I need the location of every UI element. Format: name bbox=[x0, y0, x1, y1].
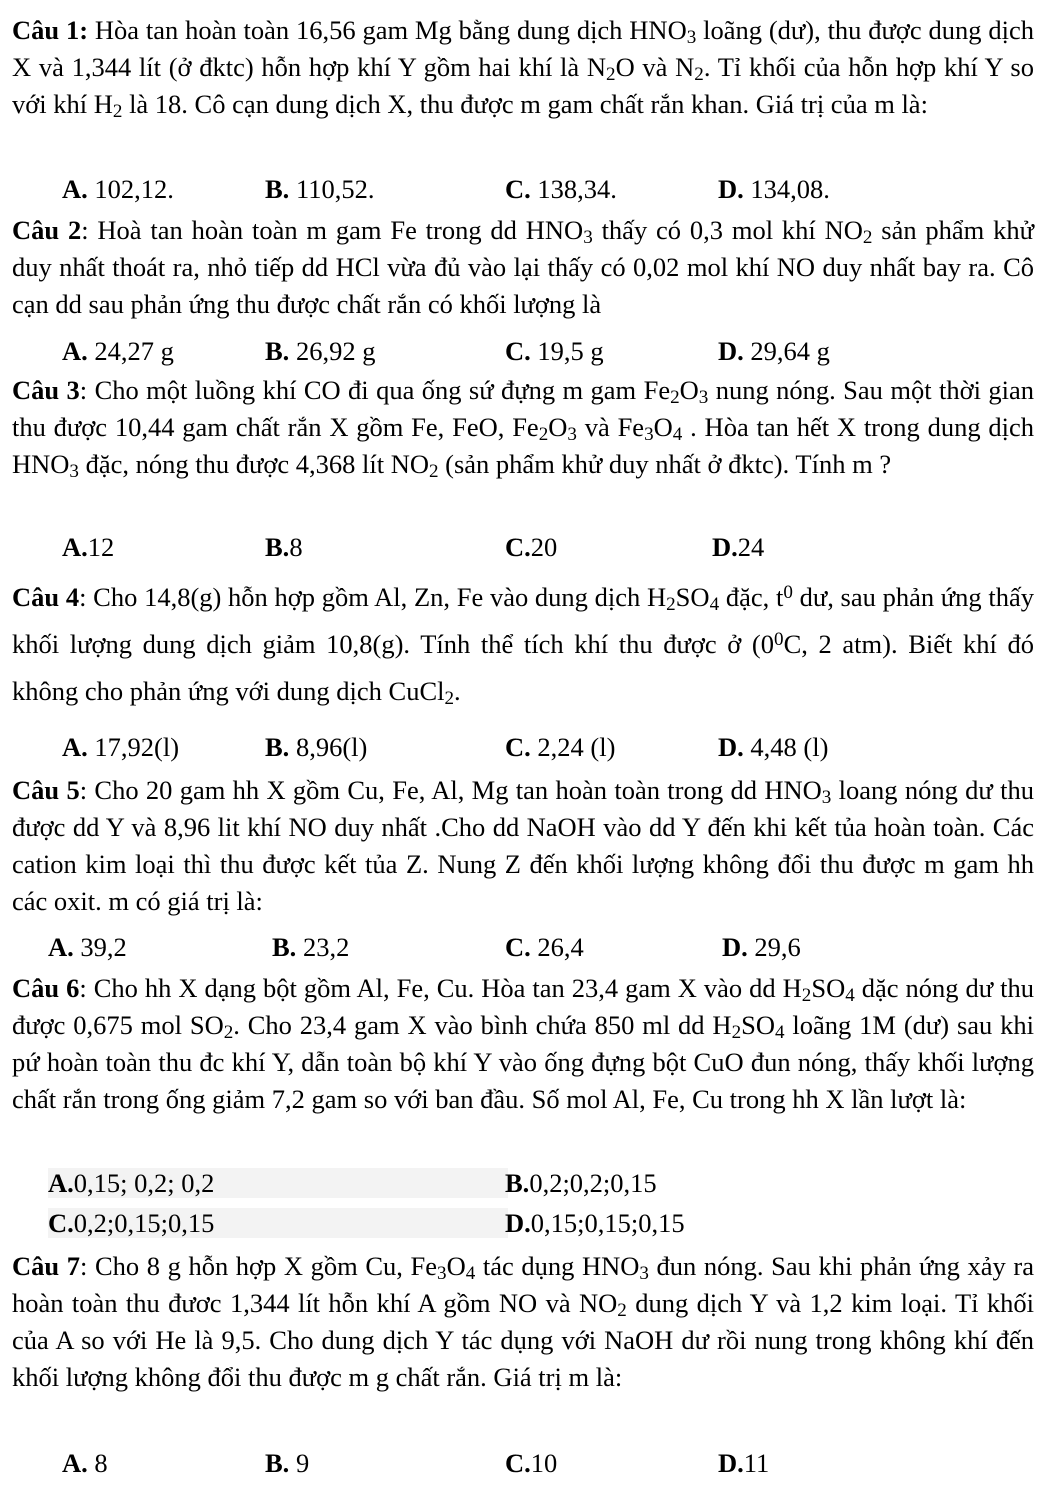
question-text-part: O bbox=[653, 412, 673, 442]
question-label: Câu 4 bbox=[12, 582, 80, 612]
option-d: D.11 bbox=[718, 1448, 770, 1478]
option-a: A.0,15; 0,2; 0,2 bbox=[48, 1168, 508, 1198]
question-text-part: O bbox=[548, 412, 568, 442]
question-label: Câu 7 bbox=[12, 1251, 80, 1281]
option-b: B. 23,2 bbox=[272, 932, 350, 962]
option-d: D.0,15;0,15;0,15 bbox=[505, 1208, 685, 1238]
option-c: C.10 bbox=[505, 1448, 558, 1478]
question-label: Câu 1: bbox=[12, 15, 89, 45]
question-text-part: C, 2 atm). Biết khí đó không cho phản ứng với dung dịch CuCl bbox=[12, 629, 1035, 706]
question-text-part: SO bbox=[675, 582, 710, 612]
question-text bbox=[12, 1251, 1034, 1392]
question-text-part: 3 bbox=[567, 424, 577, 446]
question-text-part: : Cho một luồng khí CO đi qua ống sứ đựng m gam Fe bbox=[79, 375, 671, 405]
question-text-part: 2 bbox=[444, 688, 455, 710]
option-a: A. 102,12. bbox=[62, 174, 174, 204]
option-d: D. 29,6 bbox=[722, 932, 801, 962]
option-b: B.0,2;0,2;0,15 bbox=[505, 1168, 657, 1198]
question-text-part: 2 bbox=[617, 1300, 627, 1322]
question-text-part: . Tỉ khối của hỗn hợp khí Y so với khí H bbox=[12, 52, 1034, 119]
question-text-part: 3 bbox=[583, 227, 593, 249]
question-text-part: 3 bbox=[686, 27, 697, 49]
question-6 bbox=[12, 970, 1034, 1118]
question-text-part: O và N bbox=[615, 52, 695, 82]
question-text-part: : Cho 20 gam hh X gồm Cu, Fe, Al, Mg tan hoàn toàn trong dd HNO bbox=[79, 775, 822, 805]
question-text-part: O bbox=[679, 375, 699, 405]
option-c: C. 26,4 bbox=[505, 932, 584, 962]
question-text-part: 4 bbox=[775, 1022, 785, 1044]
question-3 bbox=[12, 372, 1034, 483]
question-text-part: 2 bbox=[223, 1022, 234, 1044]
question-text-part: thấy có 0,3 mol khí NO bbox=[592, 215, 863, 245]
option-c: C. 19,5 g bbox=[505, 336, 604, 366]
option-a: A. 8 bbox=[62, 1448, 108, 1478]
question-text-part: . Cho 23,4 gam X vào bình chứa 850 ml dd H bbox=[233, 1010, 732, 1040]
question-text-part: 4 bbox=[672, 424, 683, 446]
question-5 bbox=[12, 772, 1034, 920]
question-text bbox=[12, 375, 1035, 483]
question-text-part: : Cho 14,8(g) hỗn hợp gồm Al, Zn, Fe vào dung dịch H bbox=[79, 582, 667, 612]
option-b: B.8 bbox=[265, 532, 303, 562]
option-d: D. 29,64 g bbox=[718, 336, 830, 366]
question-text-part: 0 bbox=[774, 629, 784, 650]
question-text-part: nung nóng. Sau một thời gian thu được 10,44 gam chất rắn X gồm Fe, FeO, Fe bbox=[12, 375, 1035, 442]
question-text-part: 3 bbox=[644, 424, 654, 446]
option-c: C. 138,34. bbox=[505, 174, 617, 204]
question-text-part: 2 bbox=[801, 985, 812, 1007]
question-text bbox=[12, 215, 1034, 319]
question-text-part: tác dụng HNO bbox=[475, 1251, 640, 1281]
question-text bbox=[12, 973, 1034, 1114]
question-text-part: 4 bbox=[845, 985, 855, 1007]
option-d: D.24 bbox=[712, 532, 765, 562]
question-text-part: 3 bbox=[821, 787, 832, 809]
question-text-part: SO bbox=[811, 973, 846, 1003]
question-text-part: và Fe bbox=[576, 412, 645, 442]
question-label: Câu 2 bbox=[12, 215, 82, 245]
question-7 bbox=[12, 1248, 1034, 1396]
option-a: A. 39,2 bbox=[48, 932, 127, 962]
question-text-part: 3 bbox=[698, 387, 709, 409]
question-text-part: 2 bbox=[670, 387, 680, 409]
question-text-part: . Hòa tan hết X trong dung dịch HNO bbox=[12, 412, 1034, 479]
question-text-part: 2 bbox=[606, 64, 616, 86]
question-text-part: : Cho hh X dạng bột gồm Al, Fe, Cu. Hòa tan 23,4 gam X vào dd H bbox=[79, 973, 802, 1003]
question-text-part: đặc, t bbox=[719, 582, 784, 612]
question-text-part: 3 bbox=[69, 461, 79, 483]
question-text-part: O bbox=[446, 1251, 466, 1281]
question-text-part: 4 bbox=[709, 594, 720, 616]
question-label: Câu 3 bbox=[12, 375, 80, 405]
option-b: B. 110,52. bbox=[265, 174, 375, 204]
question-text-part: : Hoà tan hoàn toàn m gam Fe trong dd HNO bbox=[81, 215, 584, 245]
question-4 bbox=[12, 574, 1034, 715]
question-text-part: đặc, nóng thu được 4,368 lít NO bbox=[78, 449, 429, 479]
question-text-part: sản phẩm khử duy nhất thoát ra, nhỏ tiếp dd HCl vừa đủ vào lại thấy có 0,02 mol khí NO duy nhất bay ra. Cô cạn dd sau phản ứng thu được chất rắn có khối lượng là bbox=[12, 215, 1034, 319]
question-text-part: dung dịch Y và 1,2 kim loại. Tỉ khối của A so với He là 9,5. Cho dung dịch Y tác dụng với NaOH dư rồi nung trong không khí đến khối lượng không đổi thu được m g chất rắn. Giá trị m là: bbox=[12, 1288, 1035, 1392]
option-b: B. 8,96(l) bbox=[265, 732, 368, 762]
question-label: Câu 6 bbox=[12, 973, 80, 1003]
option-c: C.20 bbox=[505, 532, 558, 562]
question-text-part: 2 bbox=[694, 64, 704, 86]
option-b: B. 9 bbox=[265, 1448, 310, 1478]
option-d: D. 4,48 (l) bbox=[718, 732, 829, 762]
question-text-part: loãng (dư), thu được dung dịch X và 1,344 lít (ở đktc) hỗn hợp khí Y gồm hai khí là N bbox=[12, 15, 1034, 82]
option-c: C.0,2;0,15;0,15 bbox=[48, 1208, 508, 1238]
question-text-part: 2 bbox=[862, 227, 873, 249]
question-2 bbox=[12, 212, 1034, 323]
option-a: A.12 bbox=[62, 532, 115, 562]
question-text-part: 3 bbox=[437, 1263, 447, 1285]
question-text-part: (sản phẩm khử duy nhất ở đktc). Tính m ? bbox=[438, 449, 892, 479]
option-b: B. 26,92 g bbox=[265, 336, 376, 366]
question-text-part: đun nóng. Sau khi phản ứng xảy ra hoàn toàn thu đươc 1,344 lít hỗn khí A gồm NO và NO bbox=[12, 1251, 1034, 1318]
question-text-part: 3 bbox=[639, 1263, 649, 1285]
question-text-part: 2 bbox=[538, 424, 549, 446]
question-label: Câu 5 bbox=[12, 775, 80, 805]
question-text-part: dư, sau phản ứng thấy khối lượng dung dịch giảm 10,8(g). Tính thể tích khí thu được ở (0 bbox=[12, 582, 1034, 659]
question-text-part: 4 bbox=[465, 1263, 476, 1285]
question-text-part: SO bbox=[741, 1010, 775, 1040]
question-text-part: : Cho 8 g hỗn hợp X gồm Cu, Fe bbox=[79, 1251, 438, 1281]
question-text-part: loang nóng dư thu được dd Y và 8,96 lit khí NO duy nhất .Cho dd NaOH vào dd Y đến khi kết tủa hoàn toàn. Các cation kim loại thì thu được kết tủa Z. Nung Z đến khối lượng không đổi thu được m gam hh các oxit. m có giá trị là: bbox=[12, 775, 1034, 916]
question-text-part: loãng 1M (dư) sau khi pứ hoàn toàn thu đc khí Y, dẫn toàn bộ khí Y vào ống đựng bột CuO đun nóng, thấy khối lượng chất rắn trong ống giảm 7,2 gam so với ban đầu. Số mol Al, Fe, Cu trong hh X lần lượt là: bbox=[12, 1010, 1034, 1114]
question-text-part: 2 bbox=[112, 101, 123, 123]
option-c: C. 2,24 (l) bbox=[505, 732, 616, 762]
option-a: A. 24,27 g bbox=[62, 336, 174, 366]
question-1 bbox=[12, 12, 1034, 123]
question-text-part: 2 bbox=[666, 594, 676, 616]
question-text bbox=[12, 582, 1035, 710]
option-a: A. 17,92(l) bbox=[62, 732, 180, 762]
question-text-part: 2 bbox=[428, 461, 439, 483]
question-text-part: là 18. Cô cạn dung dịch X, thu được m gam chất rắn khan. Giá trị của m là: bbox=[122, 89, 928, 119]
option-d: D. 134,08. bbox=[718, 174, 830, 204]
question-text-part: Hòa tan hoàn toàn 16,56 gam Mg bằng dung dịch HNO bbox=[88, 15, 687, 45]
question-text-part: 0 bbox=[783, 582, 793, 603]
question-text-part: 2 bbox=[731, 1022, 742, 1044]
question-text bbox=[12, 15, 1034, 123]
question-text-part: . bbox=[454, 676, 461, 706]
question-text-part: dặc nóng dư thu được 0,675 mol SO bbox=[12, 973, 1034, 1040]
question-text bbox=[12, 775, 1034, 916]
